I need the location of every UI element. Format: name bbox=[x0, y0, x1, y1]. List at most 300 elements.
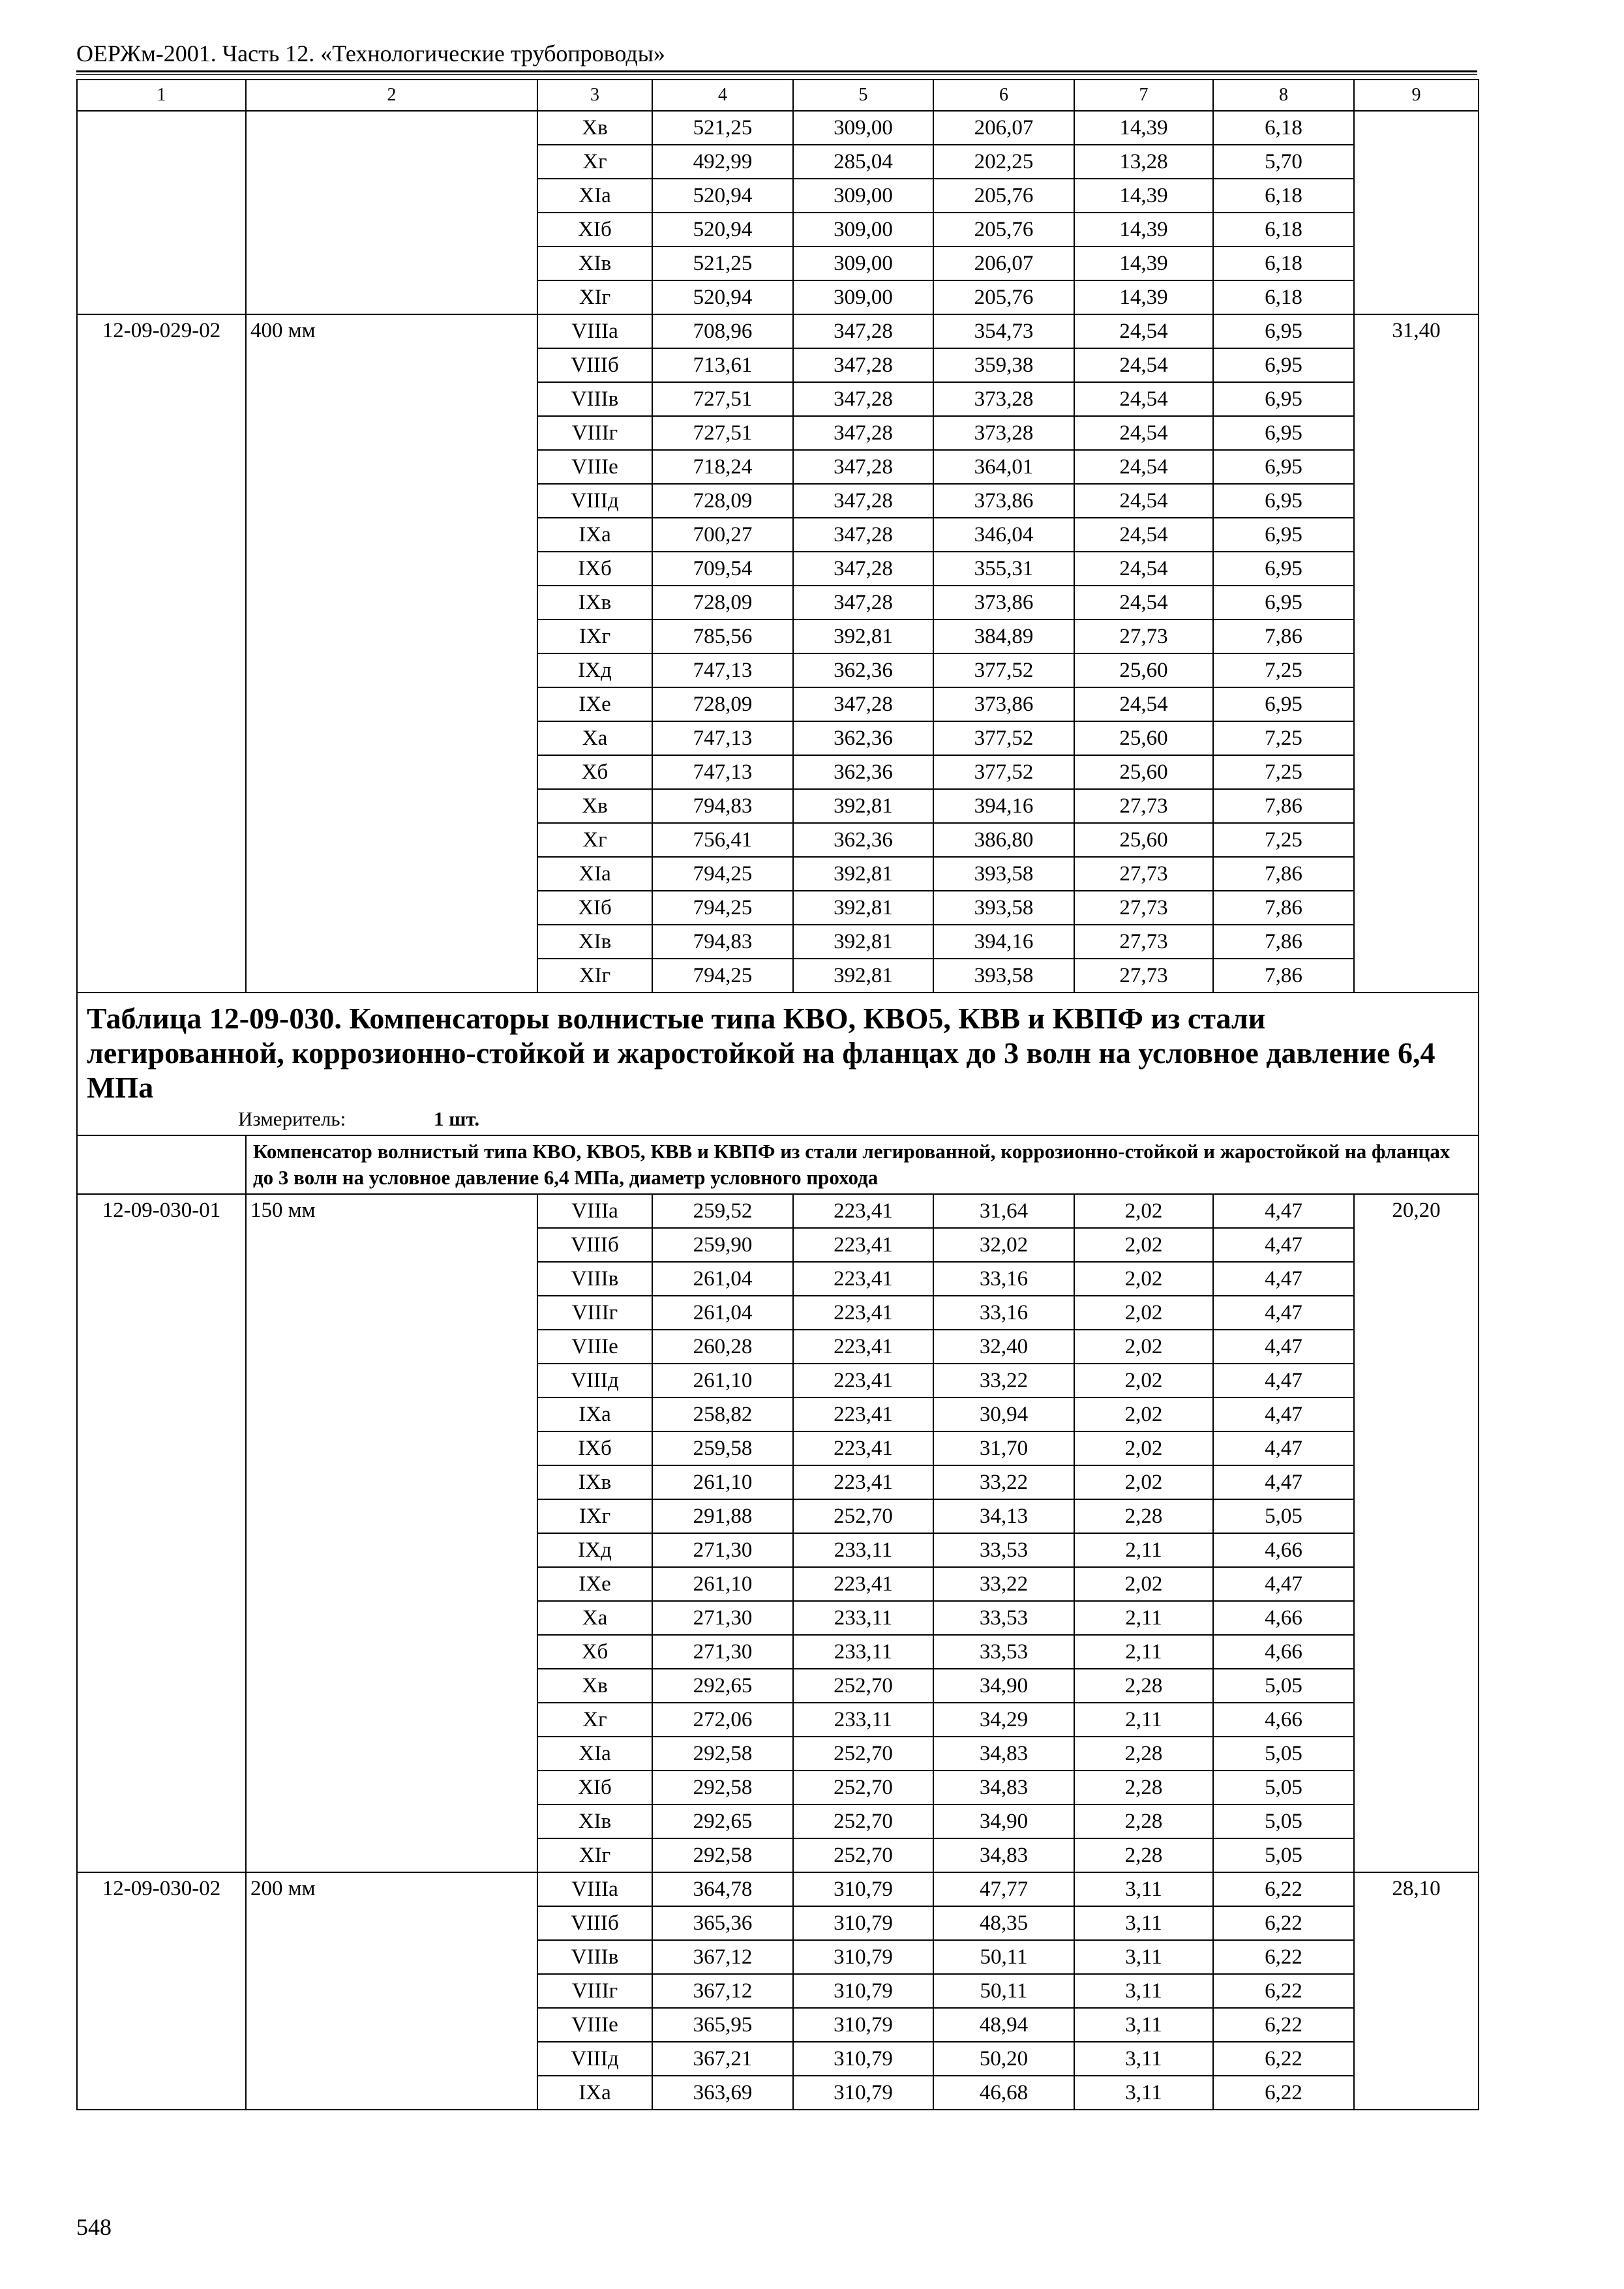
nominal-diameter: 400 мм bbox=[246, 314, 537, 993]
value-cell: 223,41 bbox=[793, 1262, 933, 1296]
value-cell: 30,94 bbox=[933, 1398, 1074, 1431]
value-cell: 202,25 bbox=[933, 145, 1074, 179]
table-row bbox=[77, 111, 1479, 145]
value-cell: 4,47 bbox=[1213, 1567, 1354, 1601]
empty-cell bbox=[77, 1135, 246, 1194]
value-cell: 27,73 bbox=[1074, 789, 1213, 823]
value-cell: 394,16 bbox=[933, 789, 1074, 823]
value-cell: 6,22 bbox=[1213, 2042, 1354, 2076]
value-cell: 6,95 bbox=[1213, 484, 1354, 518]
value-cell: 6,95 bbox=[1213, 450, 1354, 484]
unit-value: 1 шт. bbox=[434, 1107, 480, 1130]
value-cell: 205,76 bbox=[933, 179, 1074, 213]
value-cell: 3,11 bbox=[1074, 1974, 1213, 2008]
value-cell: 393,58 bbox=[933, 959, 1074, 993]
value-cell: 5,05 bbox=[1213, 1499, 1354, 1533]
labor-cost: 20,20 bbox=[1354, 1194, 1479, 1872]
value-cell: 252,70 bbox=[793, 1669, 933, 1703]
value-cell: 252,70 bbox=[793, 1838, 933, 1872]
table-title-cell bbox=[77, 993, 1479, 1135]
zone-code: VIIIд bbox=[537, 2042, 652, 2076]
zone-code: Xв bbox=[537, 111, 652, 145]
value-cell: 347,28 bbox=[793, 314, 933, 348]
value-cell: 2,11 bbox=[1074, 1601, 1213, 1635]
value-cell: 50,11 bbox=[933, 1940, 1074, 1974]
value-cell: 367,12 bbox=[652, 1974, 793, 2008]
labor-cost: 28,10 bbox=[1354, 1872, 1479, 2110]
value-cell: 5,05 bbox=[1213, 1804, 1354, 1838]
value-cell: 355,31 bbox=[933, 552, 1074, 586]
value-cell: 223,41 bbox=[793, 1567, 933, 1601]
value-cell: 365,95 bbox=[652, 2008, 793, 2042]
value-cell: 271,30 bbox=[652, 1635, 793, 1669]
value-cell: 2,02 bbox=[1074, 1465, 1213, 1499]
zone-code: XIг bbox=[537, 280, 652, 314]
value-cell: 6,95 bbox=[1213, 416, 1354, 450]
item-description: Компенсатор волнистый типа КВО, КВО5, КВВ и КВПФ из стали легированной, коррозионно-стойкой и жаростойкой на фланцах до 3 волн на условное давление 6,4 МПа, диаметр условного прохода bbox=[246, 1135, 1479, 1194]
value-cell: 3,11 bbox=[1074, 1940, 1213, 1974]
value-cell: 2,28 bbox=[1074, 1838, 1213, 1872]
column-number: 4 bbox=[652, 80, 793, 111]
value-cell: 32,02 bbox=[933, 1228, 1074, 1262]
value-cell: 384,89 bbox=[933, 620, 1074, 653]
zone-code: VIIIб bbox=[537, 1906, 652, 1940]
value-cell: 258,82 bbox=[652, 1398, 793, 1431]
value-cell: 14,39 bbox=[1074, 280, 1213, 314]
value-cell: 13,28 bbox=[1074, 145, 1213, 179]
column-number: 7 bbox=[1074, 80, 1213, 111]
column-number: 3 bbox=[537, 80, 652, 111]
table-title: Таблица 12-09-030. Компенсаторы волнистые типа КВО, КВО5, КВВ и КВПФ из стали легированной, коррозионно-стойкой и жаростойкой на фланцах до 3 волн на условное давление 6,4 МПа bbox=[87, 1002, 1436, 1104]
header-rule-thick bbox=[76, 70, 1477, 72]
zone-code: XIа bbox=[537, 857, 652, 891]
value-cell: 252,70 bbox=[793, 1499, 933, 1533]
value-cell: 362,36 bbox=[793, 721, 933, 755]
value-cell: 2,28 bbox=[1074, 1499, 1213, 1533]
page-number: 548 bbox=[76, 2214, 112, 2240]
value-cell: 34,83 bbox=[933, 1771, 1074, 1804]
value-cell: 34,83 bbox=[933, 1838, 1074, 1872]
value-cell: 367,21 bbox=[652, 2042, 793, 2076]
column-number: 9 bbox=[1354, 80, 1479, 111]
value-cell: 2,02 bbox=[1074, 1567, 1213, 1601]
value-cell: 4,47 bbox=[1213, 1465, 1354, 1499]
value-cell: 7,25 bbox=[1213, 721, 1354, 755]
value-cell: 347,28 bbox=[793, 518, 933, 552]
value-cell: 2,11 bbox=[1074, 1703, 1213, 1737]
value-cell: 7,25 bbox=[1213, 823, 1354, 857]
zone-code: IXа bbox=[537, 518, 652, 552]
value-cell: 261,04 bbox=[652, 1296, 793, 1330]
value-cell: 48,35 bbox=[933, 1906, 1074, 1940]
value-cell: 373,86 bbox=[933, 586, 1074, 620]
zone-code: XIв bbox=[537, 1804, 652, 1838]
value-cell: 272,06 bbox=[652, 1703, 793, 1737]
value-cell: 392,81 bbox=[793, 925, 933, 959]
zone-code: XIб bbox=[537, 891, 652, 925]
value-cell: 2,02 bbox=[1074, 1228, 1213, 1262]
zone-code: VIIIа bbox=[537, 1872, 652, 1906]
zone-code: VIIIг bbox=[537, 416, 652, 450]
rate-code: 12-09-030-01 bbox=[77, 1194, 246, 1872]
value-cell: 271,30 bbox=[652, 1533, 793, 1567]
value-cell: 292,58 bbox=[652, 1737, 793, 1771]
value-cell: 794,83 bbox=[652, 789, 793, 823]
value-cell: 14,39 bbox=[1074, 179, 1213, 213]
value-cell: 747,13 bbox=[652, 755, 793, 789]
value-cell: 25,60 bbox=[1074, 653, 1213, 687]
value-cell: 261,04 bbox=[652, 1262, 793, 1296]
value-cell: 347,28 bbox=[793, 450, 933, 484]
value-cell: 4,66 bbox=[1213, 1533, 1354, 1567]
zone-code: XIг bbox=[537, 1838, 652, 1872]
value-cell: 4,66 bbox=[1213, 1703, 1354, 1737]
value-cell: 7,86 bbox=[1213, 620, 1354, 653]
value-cell: 2,02 bbox=[1074, 1364, 1213, 1398]
zone-code: VIIIе bbox=[537, 2008, 652, 2042]
value-cell: 3,11 bbox=[1074, 1906, 1213, 1940]
value-cell: 5,05 bbox=[1213, 1737, 1354, 1771]
value-cell: 2,02 bbox=[1074, 1194, 1213, 1228]
value-cell: 292,65 bbox=[652, 1804, 793, 1838]
table-row bbox=[77, 1194, 1479, 1228]
value-cell: 747,13 bbox=[652, 653, 793, 687]
value-cell: 373,86 bbox=[933, 484, 1074, 518]
value-cell: 708,96 bbox=[652, 314, 793, 348]
value-cell: 205,76 bbox=[933, 213, 1074, 247]
value-cell: 4,47 bbox=[1213, 1364, 1354, 1398]
nominal-diameter: 200 мм bbox=[246, 1872, 537, 2110]
value-cell: 347,28 bbox=[793, 552, 933, 586]
zone-code: VIIIг bbox=[537, 1974, 652, 2008]
value-cell: 310,79 bbox=[793, 2008, 933, 2042]
value-cell: 2,11 bbox=[1074, 1635, 1213, 1669]
value-cell: 520,94 bbox=[652, 179, 793, 213]
value-cell: 373,28 bbox=[933, 382, 1074, 416]
value-cell: 252,70 bbox=[793, 1771, 933, 1804]
value-cell: 2,28 bbox=[1074, 1771, 1213, 1804]
labor-cost: 31,40 bbox=[1354, 314, 1479, 993]
value-cell: 24,54 bbox=[1074, 552, 1213, 586]
value-cell: 24,54 bbox=[1074, 586, 1213, 620]
value-cell: 5,70 bbox=[1213, 145, 1354, 179]
zone-code: IXб bbox=[537, 1431, 652, 1465]
labor-cost bbox=[1354, 111, 1479, 314]
zone-code: Xа bbox=[537, 721, 652, 755]
value-cell: 33,53 bbox=[933, 1601, 1074, 1635]
value-cell: 3,11 bbox=[1074, 1872, 1213, 1906]
value-cell: 223,41 bbox=[793, 1194, 933, 1228]
value-cell: 309,00 bbox=[793, 111, 933, 145]
value-cell: 259,58 bbox=[652, 1431, 793, 1465]
value-cell: 223,41 bbox=[793, 1228, 933, 1262]
value-cell: 310,79 bbox=[793, 1940, 933, 1974]
value-cell: 728,09 bbox=[652, 586, 793, 620]
value-cell: 392,81 bbox=[793, 959, 933, 993]
value-cell: 14,39 bbox=[1074, 111, 1213, 145]
value-cell: 292,65 bbox=[652, 1669, 793, 1703]
value-cell: 223,41 bbox=[793, 1465, 933, 1499]
rate-code bbox=[77, 111, 246, 314]
value-cell: 354,73 bbox=[933, 314, 1074, 348]
zone-code: VIIIб bbox=[537, 348, 652, 382]
value-cell: 347,28 bbox=[793, 687, 933, 721]
value-cell: 233,11 bbox=[793, 1703, 933, 1737]
value-cell: 309,00 bbox=[793, 280, 933, 314]
value-cell: 6,22 bbox=[1213, 1906, 1354, 1940]
value-cell: 33,22 bbox=[933, 1567, 1074, 1601]
value-cell: 223,41 bbox=[793, 1431, 933, 1465]
value-cell: 713,61 bbox=[652, 348, 793, 382]
value-cell: 2,28 bbox=[1074, 1737, 1213, 1771]
value-cell: 3,11 bbox=[1074, 2076, 1213, 2110]
rate-code: 12-09-029-02 bbox=[77, 314, 246, 993]
value-cell: 4,47 bbox=[1213, 1431, 1354, 1465]
zone-code: VIIIг bbox=[537, 1296, 652, 1330]
header-rule-thin bbox=[76, 74, 1477, 75]
value-cell: 48,94 bbox=[933, 2008, 1074, 2042]
value-cell: 7,25 bbox=[1213, 755, 1354, 789]
value-cell: 271,30 bbox=[652, 1601, 793, 1635]
value-cell: 392,81 bbox=[793, 891, 933, 925]
value-cell: 728,09 bbox=[652, 484, 793, 518]
value-cell: 373,86 bbox=[933, 687, 1074, 721]
value-cell: 377,52 bbox=[933, 653, 1074, 687]
value-cell: 259,90 bbox=[652, 1228, 793, 1262]
value-cell: 223,41 bbox=[793, 1364, 933, 1398]
value-cell: 2,02 bbox=[1074, 1296, 1213, 1330]
value-cell: 5,05 bbox=[1213, 1669, 1354, 1703]
value-cell: 756,41 bbox=[652, 823, 793, 857]
value-cell: 4,66 bbox=[1213, 1601, 1354, 1635]
value-cell: 33,16 bbox=[933, 1296, 1074, 1330]
value-cell: 24,54 bbox=[1074, 416, 1213, 450]
value-cell: 394,16 bbox=[933, 925, 1074, 959]
zone-code: XIб bbox=[537, 213, 652, 247]
value-cell: 4,47 bbox=[1213, 1330, 1354, 1364]
value-cell: 233,11 bbox=[793, 1533, 933, 1567]
value-cell: 718,24 bbox=[652, 450, 793, 484]
value-cell: 309,00 bbox=[793, 213, 933, 247]
value-cell: 285,04 bbox=[793, 145, 933, 179]
value-cell: 33,16 bbox=[933, 1262, 1074, 1296]
zone-code: VIIIд bbox=[537, 484, 652, 518]
value-cell: 4,47 bbox=[1213, 1194, 1354, 1228]
value-cell: 34,83 bbox=[933, 1737, 1074, 1771]
zone-code: Xб bbox=[537, 755, 652, 789]
value-cell: 347,28 bbox=[793, 484, 933, 518]
value-cell: 309,00 bbox=[793, 247, 933, 280]
zone-code: XIа bbox=[537, 179, 652, 213]
value-cell: 34,13 bbox=[933, 1499, 1074, 1533]
zone-code: Xг bbox=[537, 145, 652, 179]
value-cell: 25,60 bbox=[1074, 823, 1213, 857]
value-cell: 393,58 bbox=[933, 891, 1074, 925]
value-cell: 6,22 bbox=[1213, 1974, 1354, 2008]
value-cell: 794,25 bbox=[652, 959, 793, 993]
value-cell: 252,70 bbox=[793, 1737, 933, 1771]
value-cell: 347,28 bbox=[793, 586, 933, 620]
zone-code: XIв bbox=[537, 247, 652, 280]
value-cell: 261,10 bbox=[652, 1567, 793, 1601]
rates-table bbox=[76, 79, 1479, 2110]
value-cell: 392,81 bbox=[793, 857, 933, 891]
value-cell: 7,86 bbox=[1213, 857, 1354, 891]
zone-code: IXв bbox=[537, 586, 652, 620]
value-cell: 34,90 bbox=[933, 1669, 1074, 1703]
value-cell: 4,47 bbox=[1213, 1398, 1354, 1431]
value-cell: 492,99 bbox=[652, 145, 793, 179]
value-cell: 33,22 bbox=[933, 1364, 1074, 1398]
value-cell: 6,22 bbox=[1213, 2008, 1354, 2042]
value-cell: 310,79 bbox=[793, 1872, 933, 1906]
zone-code: XIа bbox=[537, 1737, 652, 1771]
value-cell: 7,86 bbox=[1213, 789, 1354, 823]
value-cell: 362,36 bbox=[793, 653, 933, 687]
value-cell: 291,88 bbox=[652, 1499, 793, 1533]
value-cell: 252,70 bbox=[793, 1804, 933, 1838]
value-cell: 27,73 bbox=[1074, 857, 1213, 891]
column-number: 5 bbox=[793, 80, 933, 111]
value-cell: 6,18 bbox=[1213, 179, 1354, 213]
value-cell: 521,25 bbox=[652, 111, 793, 145]
zone-code: Xг bbox=[537, 1703, 652, 1737]
rate-code: 12-09-030-02 bbox=[77, 1872, 246, 2110]
zone-code: VIIIв bbox=[537, 382, 652, 416]
value-cell: 6,95 bbox=[1213, 314, 1354, 348]
value-cell: 377,52 bbox=[933, 721, 1074, 755]
column-number: 8 bbox=[1213, 80, 1354, 111]
value-cell: 346,04 bbox=[933, 518, 1074, 552]
zone-code: IXа bbox=[537, 1398, 652, 1431]
value-cell: 4,47 bbox=[1213, 1228, 1354, 1262]
value-cell: 261,10 bbox=[652, 1465, 793, 1499]
value-cell: 393,58 bbox=[933, 857, 1074, 891]
value-cell: 310,79 bbox=[793, 1906, 933, 1940]
value-cell: 24,54 bbox=[1074, 450, 1213, 484]
value-cell: 27,73 bbox=[1074, 959, 1213, 993]
zone-code: Xа bbox=[537, 1601, 652, 1635]
value-cell: 4,66 bbox=[1213, 1635, 1354, 1669]
value-cell: 34,29 bbox=[933, 1703, 1074, 1737]
zone-code: IXб bbox=[537, 552, 652, 586]
value-cell: 6,95 bbox=[1213, 552, 1354, 586]
table-title-row bbox=[77, 993, 1479, 1135]
zone-code: XIв bbox=[537, 925, 652, 959]
value-cell: 14,39 bbox=[1074, 247, 1213, 280]
value-cell: 25,60 bbox=[1074, 755, 1213, 789]
value-cell: 6,95 bbox=[1213, 382, 1354, 416]
value-cell: 365,36 bbox=[652, 1906, 793, 1940]
zone-code: Xб bbox=[537, 1635, 652, 1669]
value-cell: 6,18 bbox=[1213, 111, 1354, 145]
value-cell: 520,94 bbox=[652, 280, 793, 314]
column-number: 1 bbox=[77, 80, 246, 111]
zone-code: VIIIа bbox=[537, 1194, 652, 1228]
value-cell: 347,28 bbox=[793, 382, 933, 416]
value-cell: 309,00 bbox=[793, 179, 933, 213]
value-cell: 2,02 bbox=[1074, 1431, 1213, 1465]
value-cell: 794,25 bbox=[652, 891, 793, 925]
value-cell: 3,11 bbox=[1074, 2008, 1213, 2042]
value-cell: 27,73 bbox=[1074, 891, 1213, 925]
value-cell: 377,52 bbox=[933, 755, 1074, 789]
value-cell: 4,47 bbox=[1213, 1296, 1354, 1330]
zone-code: IXв bbox=[537, 1465, 652, 1499]
zone-code: IXа bbox=[537, 2076, 652, 2110]
value-cell: 310,79 bbox=[793, 2076, 933, 2110]
value-cell: 6,95 bbox=[1213, 687, 1354, 721]
value-cell: 310,79 bbox=[793, 1974, 933, 2008]
zone-code: XIг bbox=[537, 959, 652, 993]
value-cell: 260,28 bbox=[652, 1330, 793, 1364]
value-cell: 7,86 bbox=[1213, 959, 1354, 993]
zone-code: IXд bbox=[537, 653, 652, 687]
value-cell: 4,47 bbox=[1213, 1262, 1354, 1296]
value-cell: 5,05 bbox=[1213, 1838, 1354, 1872]
value-cell: 709,54 bbox=[652, 552, 793, 586]
value-cell: 3,11 bbox=[1074, 2042, 1213, 2076]
value-cell: 24,54 bbox=[1074, 484, 1213, 518]
value-cell: 33,22 bbox=[933, 1465, 1074, 1499]
nominal-diameter: 150 мм bbox=[246, 1194, 537, 1872]
value-cell: 6,18 bbox=[1213, 247, 1354, 280]
value-cell: 2,02 bbox=[1074, 1262, 1213, 1296]
value-cell: 24,54 bbox=[1074, 518, 1213, 552]
value-cell: 31,70 bbox=[933, 1431, 1074, 1465]
value-cell: 5,05 bbox=[1213, 1771, 1354, 1804]
value-cell: 7,86 bbox=[1213, 925, 1354, 959]
value-cell: 794,83 bbox=[652, 925, 793, 959]
value-cell: 728,09 bbox=[652, 687, 793, 721]
column-number: 6 bbox=[933, 80, 1074, 111]
value-cell: 700,27 bbox=[652, 518, 793, 552]
value-cell: 2,28 bbox=[1074, 1669, 1213, 1703]
value-cell: 7,25 bbox=[1213, 653, 1354, 687]
value-cell: 6,95 bbox=[1213, 586, 1354, 620]
value-cell: 24,54 bbox=[1074, 314, 1213, 348]
value-cell: 6,95 bbox=[1213, 518, 1354, 552]
value-cell: 347,28 bbox=[793, 348, 933, 382]
value-cell: 359,38 bbox=[933, 348, 1074, 382]
value-cell: 2,02 bbox=[1074, 1330, 1213, 1364]
item-description-row bbox=[77, 1135, 1479, 1194]
value-cell: 34,90 bbox=[933, 1804, 1074, 1838]
value-cell: 794,25 bbox=[652, 857, 793, 891]
value-cell: 367,12 bbox=[652, 1940, 793, 1974]
column-number-row bbox=[77, 80, 1479, 111]
value-cell: 727,51 bbox=[652, 382, 793, 416]
table-row bbox=[77, 314, 1479, 348]
running-header: ОЕРЖм-2001. Часть 12. «Технологические трубопроводы» bbox=[76, 40, 665, 67]
value-cell: 521,25 bbox=[652, 247, 793, 280]
zone-code: VIIIв bbox=[537, 1262, 652, 1296]
value-cell: 223,41 bbox=[793, 1398, 933, 1431]
value-cell: 364,78 bbox=[652, 1872, 793, 1906]
zone-code: VIIIе bbox=[537, 1330, 652, 1364]
value-cell: 6,95 bbox=[1213, 348, 1354, 382]
zone-code: VIIIб bbox=[537, 1228, 652, 1262]
value-cell: 261,10 bbox=[652, 1364, 793, 1398]
table-row bbox=[77, 1872, 1479, 1906]
value-cell: 223,41 bbox=[793, 1330, 933, 1364]
nominal-diameter bbox=[246, 111, 537, 314]
zone-code: IXе bbox=[537, 687, 652, 721]
value-cell: 24,54 bbox=[1074, 348, 1213, 382]
value-cell: 520,94 bbox=[652, 213, 793, 247]
value-cell: 2,28 bbox=[1074, 1804, 1213, 1838]
value-cell: 6,18 bbox=[1213, 280, 1354, 314]
